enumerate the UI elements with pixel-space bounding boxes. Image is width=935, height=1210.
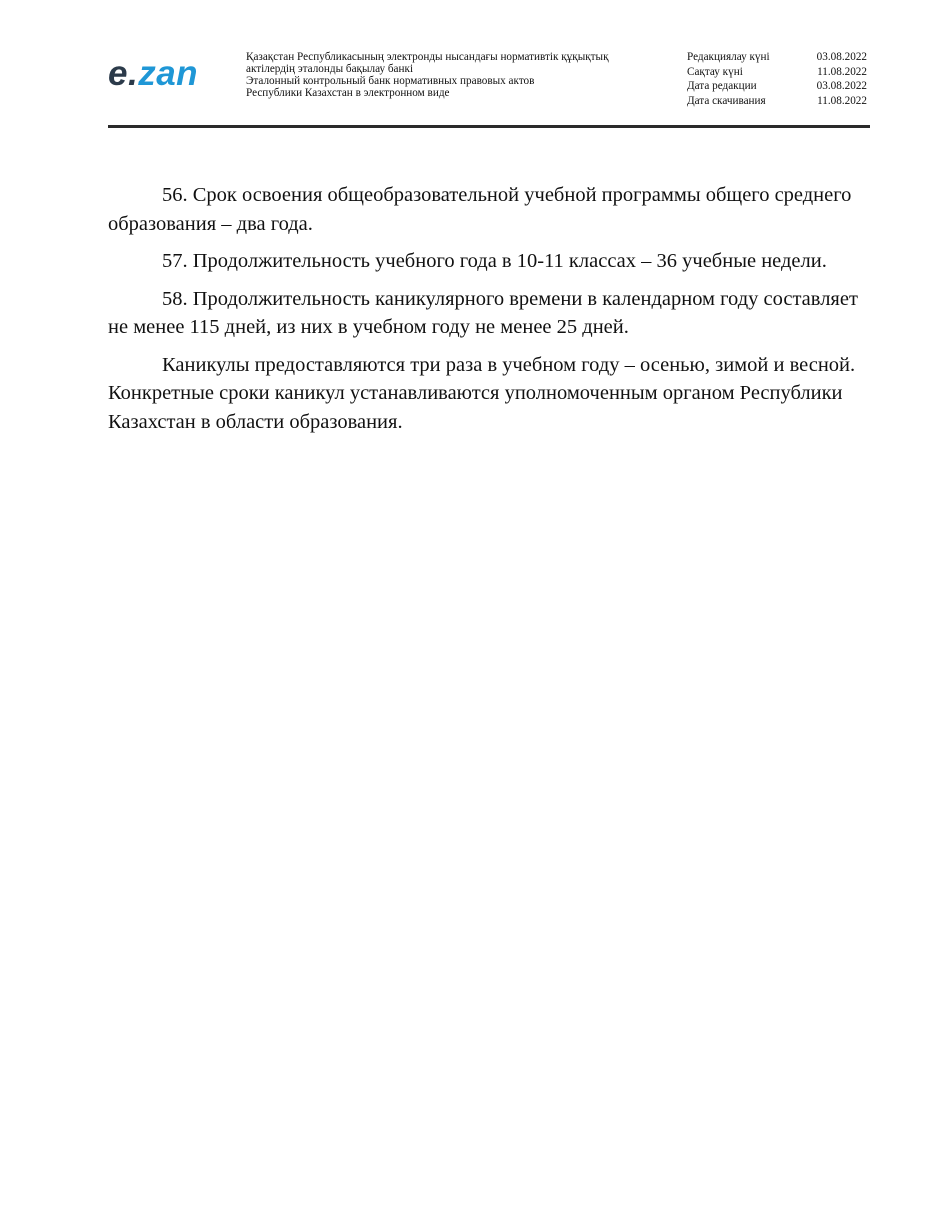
meta-value: 03.08.2022: [816, 51, 867, 63]
meta-label: Редакциялау күні: [687, 51, 770, 63]
meta-value: 03.08.2022: [816, 80, 867, 93]
meta-value: 11.08.2022: [817, 65, 867, 78]
document-body: [108, 181, 870, 445]
description-line: Қазақстан Республикасының электронды нысандағы нормативтік құқықтық: [246, 51, 609, 63]
description-line: актілердің эталонды бақылау банкі: [246, 63, 414, 75]
meta-row-edit-date-kz: [687, 50, 867, 65]
header-description: [246, 51, 666, 99]
header-divider: [108, 125, 870, 128]
meta-label: Сақтау күні: [687, 65, 743, 78]
meta-row-edit-date-ru: [687, 79, 867, 94]
paragraph-57: 57. Продолжительность учебного года в 10-11 классах – 36 учебные недели.: [162, 250, 827, 272]
meta-label: Дата редакции: [687, 80, 757, 93]
document-header: [108, 48, 870, 126]
description-line: Эталонный контрольный банк нормативных правовых актов: [246, 75, 535, 87]
meta-row-save-date-kz: [687, 65, 867, 80]
paragraph-holidays: Каникулы предоставляются три раза в учебном году – осенью, зимой и весной. Конкретные сроки каникул устанавливаются уполномоченным органом Республики Казахстан в области образования.: [108, 353, 856, 433]
header-meta: [687, 50, 867, 109]
meta-value: 11.08.2022: [817, 95, 867, 108]
meta-label: Дата скачивания: [687, 95, 766, 108]
ezan-logo: e.zan: [108, 54, 199, 93]
meta-row-download-date-ru: [687, 94, 867, 109]
description-line: Республики Казахстан в электронном виде: [246, 87, 450, 99]
paragraph-58: 58. Продолжительность каникулярного времени в календарном году составляет не менее 115 дней, из них в учебном году не менее 25 дней.: [108, 287, 858, 338]
paragraph-56: 56. Срок освоения общеобразовательной учебной программы общего среднего образования – два года.: [108, 184, 852, 235]
